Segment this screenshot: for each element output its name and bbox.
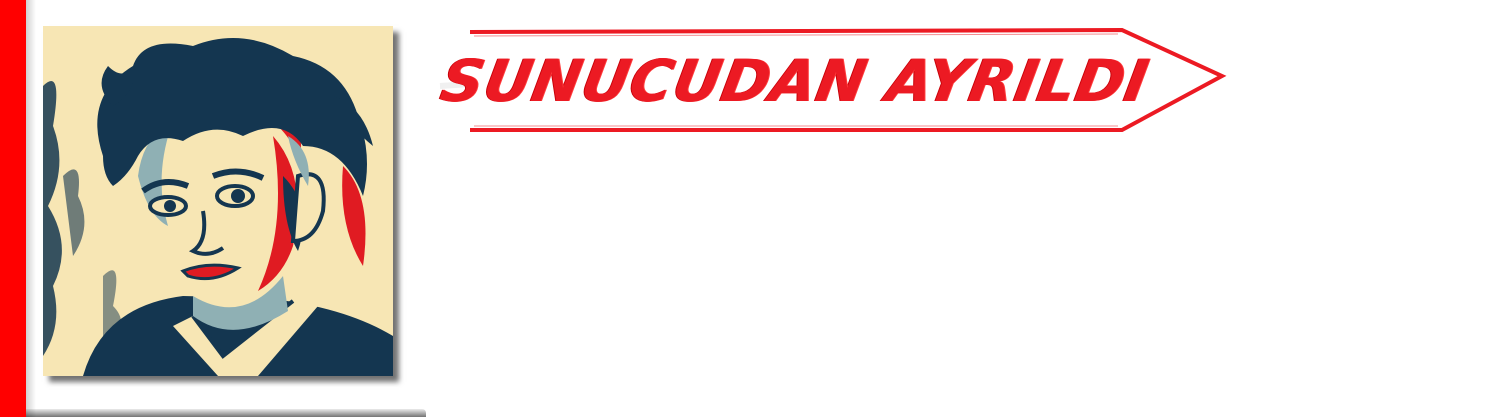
accent-side-bar [0,0,26,417]
bottom-shadow-line [26,409,426,417]
user-avatar [43,26,393,376]
banner-title: SUNUCUDAN AYRILDI [436,47,1155,115]
side-bar-shadow [26,0,36,417]
avatar-portrait-icon [43,26,393,376]
status-banner [430,26,1230,136]
